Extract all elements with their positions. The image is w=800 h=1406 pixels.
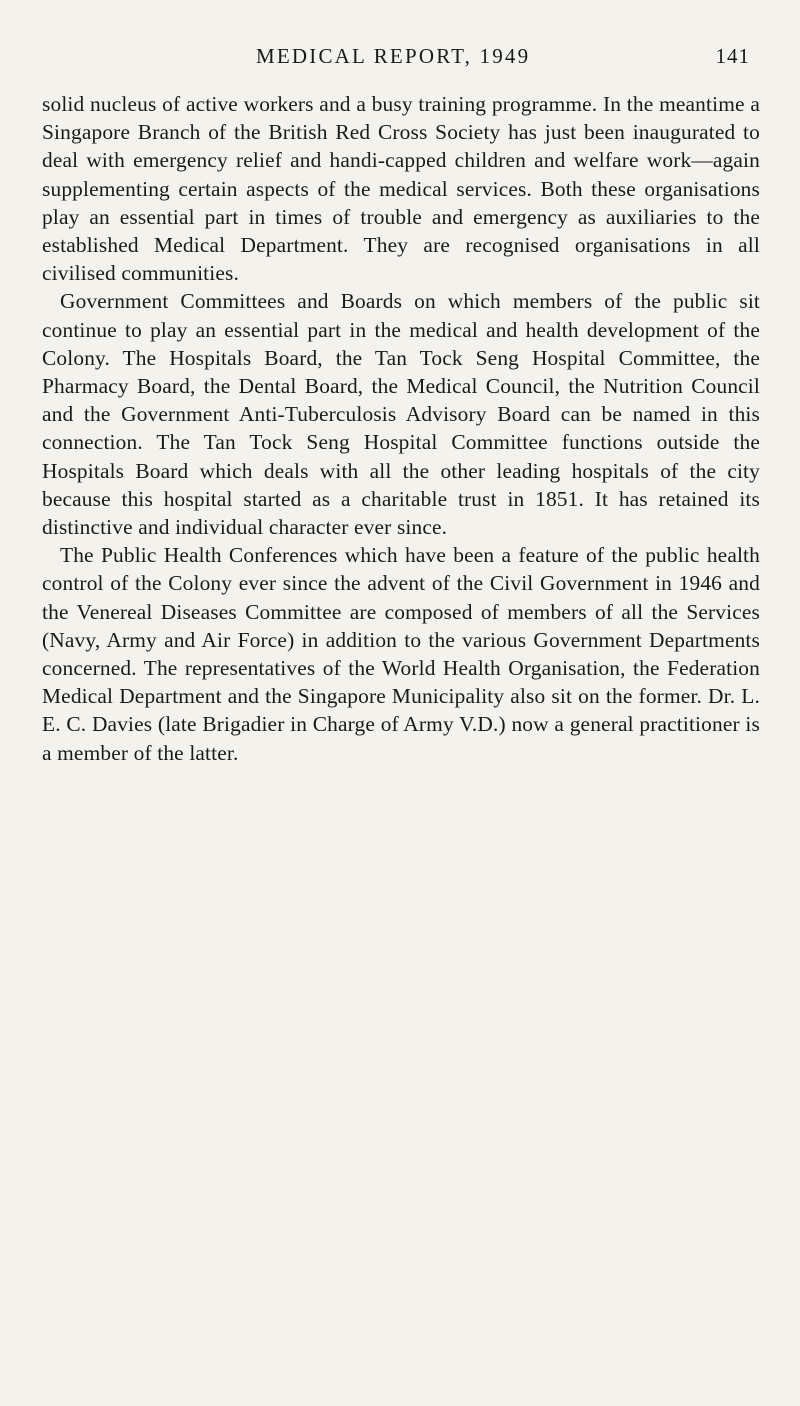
running-title: MEDICAL REPORT, 1949 xyxy=(256,44,531,68)
paragraph-2: Government Committees and Boards on which members of the public sit continue to play an essential part in the medical and health development of the Colony. The Hospitals Board, the Tan Tock Seng Hospital Committee, the Pharmacy Board, the Dental Board, the Medical Council, the Nutrition Council and the Government Anti-Tuberculosis Advisory Board can be named in this connection. The Tan Tock Seng Hospital Committee functions outside the Hospitals Board which deals with all the other leading hospitals of the city because this hospital started as a charitable trust in 1851. It has retained its distinctive and individual character ever since. xyxy=(42,289,760,540)
paragraph-1: solid nucleus of active workers and a busy training programme. In the meantime a Singapore Branch of the British Red Cross Society has just been inaugurated to deal with emergency relief and handi-capped children and welfare work—again supplementing certain aspects of the medical services. Both these organisations play an essential part in times of trouble and emergency as auxiliaries to the established Medical Department. They are recognised organisations in all civilised communities. xyxy=(42,92,760,286)
page-header xyxy=(42,44,760,80)
paragraph-3: The Public Health Conferences which have been a feature of the public health control of the Colony ever since the advent of the Civil Government in 1946 and the Venereal Diseases Committee are composed of members of all the Services (Navy, Army and Air Force) in addition to the various Government Departments concerned. The representatives of the World Health Organisation, the Federation Medical Department and the Singapore Municipality also sit on the former. Dr. L. E. C. Davies (late Brigadier in Charge of Army V.D.) now a general practitioner is a member of the latter. xyxy=(42,543,760,765)
body-text xyxy=(42,90,760,767)
page-number: 141 xyxy=(715,44,750,68)
